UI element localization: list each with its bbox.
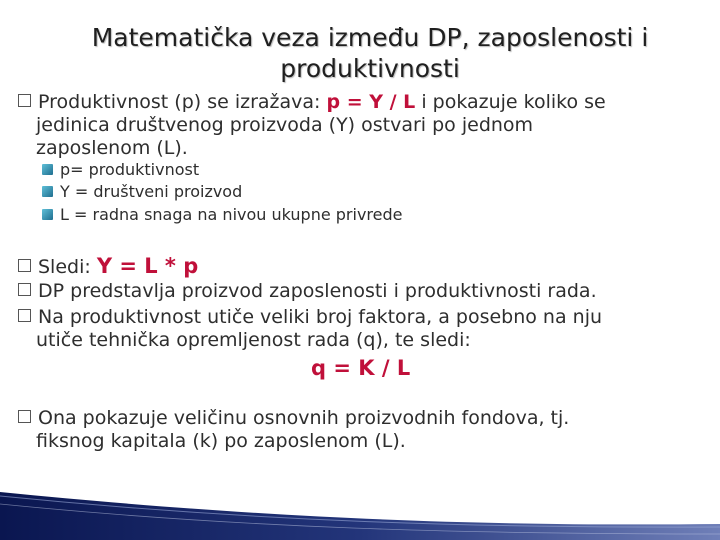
p1-text: Produktivnost (p) se izražava: xyxy=(38,91,327,113)
title-line-1: Matematička veza između DP, zaposlenosti i xyxy=(91,23,649,52)
sub-item-label: p= produktivnost xyxy=(60,160,200,179)
paragraph-sledi xyxy=(18,255,198,279)
p4-line-1: Na produktivnost utiče veliki broj faktora, a posebno na nju xyxy=(38,306,603,328)
p1-line-2: jedinica društvenog proizvoda (Y) ostvari po jednom xyxy=(36,114,534,136)
footer-band xyxy=(0,492,720,540)
paragraph-productivity xyxy=(18,91,606,160)
bullet-square-icon xyxy=(18,94,31,107)
formula-y: Y = L * p xyxy=(96,254,199,278)
p3-text: DP predstavlja proizvod zaposlenosti i produktivnosti rada. xyxy=(38,280,597,302)
checkbox-bullet-icon xyxy=(42,164,53,175)
formula-q: q = K / L xyxy=(311,356,411,380)
bullet-square-icon xyxy=(18,309,31,322)
p4-line-2: utiče tehnička opremljenost rada (q), te sledi: xyxy=(36,329,471,351)
sub-item-1 xyxy=(42,160,199,180)
slide-title xyxy=(40,22,700,84)
sub-item-3 xyxy=(42,205,403,225)
p1-line-3: zaposlenom (L). xyxy=(36,137,188,159)
sub-item-label: L = radna snaga na nivou ukupne privrede xyxy=(60,205,403,224)
paragraph-factors xyxy=(18,306,602,352)
bullet-square-icon xyxy=(18,259,31,272)
paragraph-dp xyxy=(18,280,597,303)
p1-text-after: i pokazuje koliko se xyxy=(415,91,606,113)
p2-text: Sledi: xyxy=(38,256,97,278)
bullet-square-icon xyxy=(18,410,31,423)
sub-item-2 xyxy=(42,182,242,202)
checkbox-bullet-icon xyxy=(42,186,53,197)
p5-line-2: fiksnog kapitala (k) po zaposlenom (L). xyxy=(36,430,406,452)
checkbox-bullet-icon xyxy=(42,209,53,220)
p5-line-1: Ona pokazuje veličinu osnovnih proizvodnih fondova, tj. xyxy=(38,407,570,429)
bullet-square-icon xyxy=(18,283,31,296)
paragraph-ona xyxy=(18,407,569,453)
sub-item-label: Y = društveni proizvod xyxy=(60,182,243,201)
title-line-2: produktivnosti xyxy=(280,54,460,83)
formula-p: p = Y / L xyxy=(326,91,416,113)
